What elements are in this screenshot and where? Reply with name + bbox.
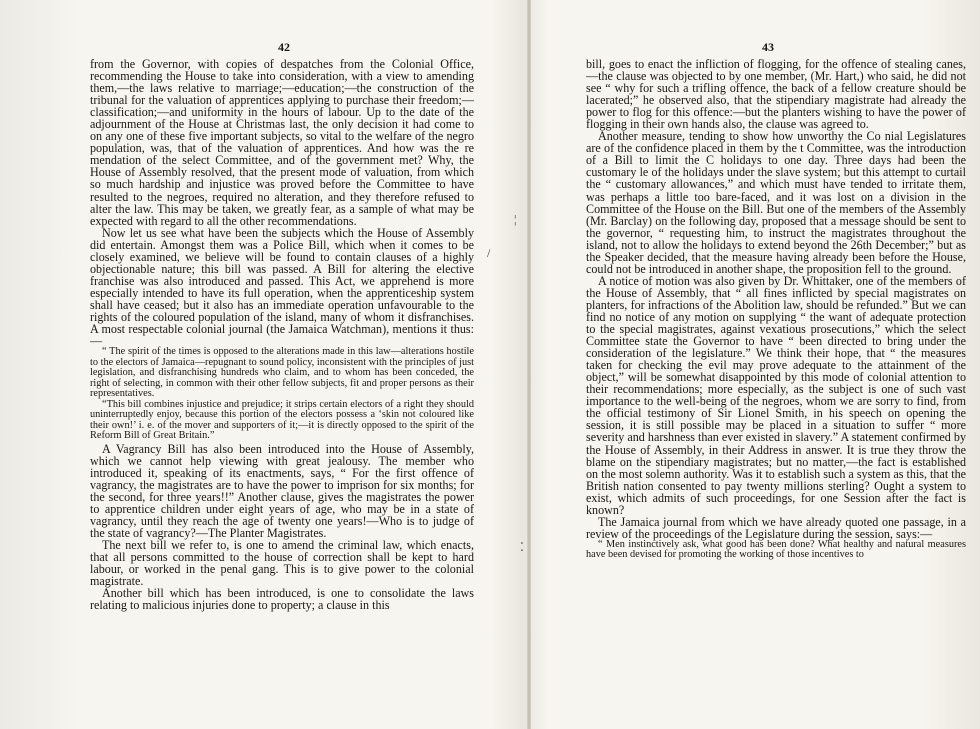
- margin-mark-3: ⁚: [520, 540, 524, 554]
- left-page-number: 42: [278, 40, 290, 54]
- block-quote: “This bill combines injustice and prejudice; it strips certain electors of a right they should uninterruptedly enjoy, because this portion of the electors possess a ‘skin not coloured like their own!’ i. e. of the mover and supporters of it;—it is directly opposed to the spirit of the Reform Bill of Great Britain.”: [90, 398, 474, 442]
- right-page-top-spacer: [586, 42, 966, 58]
- paragraph: Another bill which has been introduced, is one to consolidate the laws relating to malicious injuries done to property; a clause in this: [90, 586, 474, 613]
- right-page-number: 43: [762, 40, 774, 54]
- paragraph: Now let us see what have been the subjects which the House of Assembly did entertain. Amongst them was a Police Bill, which when it comes to be closely examined, we believe will be found to contain clauses of a highly objectionable nature; this bill was passed. A Bill for altering the elective franchise was also introduced and passed. This Act, we apprehend is more especially intended to have its full operation, when the apprenticeship system shall have ceased; but it also has an immediate operation unfavourable to the rights of the coloured population of the island, many of whom it disfranchises. A most respectable colonial journal (the Jamaica Watchman), mentions it thus:—: [90, 225, 474, 349]
- margin-mark-2: /: [487, 246, 491, 260]
- block-quote: “ The spirit of the times is opposed to the alterations made in this law—alterations hostile to the electors of Jamaica—repugnant to sound policy, inconsistent with the principles of just legislation, and disfranchising hundreds who claim, and to whom has been conceded, the right of selecting, in common with their other fellow subjects, fit and proper persons as their representatives.: [90, 346, 474, 400]
- paragraph: A notice of motion was also given by Dr. Whittaker, one of the members of the House of Assembly, that “ all fines inflicted by special magistrates on planters, for infractions of the Abolition law, should be refunded.” But we can find no notice of any motion on supplying “ the want of adequate protection to the special magistrates, against vexatious prosecutions,” which the select Committee state the Governor to have “ been directed to bring under the consideration of the legislature.” We think their hope, that “ the measures taken for checking the evil may prove adequate to the attainment of the object,” will be somewhat disappointed by this mode of colonial attention to their recommendations; more especially, as the subject is one of such vast importance to the well-being of the negroes, whom we are sorry to find, from the official testimony of Sir Lionel Smith, in his speech on opening the session, it is still possible may be placed in a situation to suffer “ more severity and harshness than ever existed in slavery.” A statement confirmed by the House of Assembly, in their Address in answer. It is true they throw the blame on the stipendiary magistrates; but no matter,—the fact is established on the most solemn authority. Was it to establish such a system as this, that the British nation consented to pay twenty millions sterling? Ought a system to exist, which admits of such proceedings, for one Session after the fact is known?: [586, 273, 966, 517]
- paragraph: Another measure, tending to show how unworthy the Co nial Legislatures are of the confidence placed in them by the t Committee, was the introduction of a Bill to limit the C holidays to one day. Three days had been the customary le of the holidays under the slave system; but this attempt to curtail the “ customary allowances,” and which must have tended to irritate them, was perhaps a little too bare-faced, and it was lost on a division in the Committee of the House on the Bill. But one of the members of the Assembly (Mr. Barclay) on the following day, proposed that a message should be sent to the governor, “ requesting him, to instruct the magistrates throughout the island, not to allow the holidays to extend beyond the 26th December;” but as the Speaker decided, that the measure having already been before the House, could not be introduced in another shape, the proposition fell to the ground.: [586, 129, 966, 276]
- paragraph: The Jamaica journal from which we have already quoted one passage, in a review of the proceedings of the Legislature during the session, says:—: [586, 514, 966, 541]
- right-page-text: [586, 42, 966, 722]
- book-gutter: [527, 0, 531, 729]
- right-page-body: [586, 58, 966, 561]
- left-page-body: [90, 58, 474, 611]
- paragraph: from the Governor, with copies of despatches from the Colonial Office, recommending the House to take into consideration, with a view to amending them,—the laws relative to marriage;—education;—the construction of the tribunal for the valuation of apprentices applying to purchase their freedom;—classification;—and uniformity in the hours of labour. Up to the date of the adjournment of the House at Christmas last, the only decision it had come to on any one of these five important subjects, so vital to the welfare of the negro population, was, that of the valuation of apprentices. And how was the re mendation of the select Committee, and of the government met? Why, the House of Assembly resolved, that the present mode of valuation, from which so much hardship and injustice was proved before the Committee to have resulted to the negroes, required no alteration, and they therefore refused to alter the law. This may be taken, we greatly fear, as a sample of what may be expected with regard to all the other recommendations.: [90, 57, 474, 228]
- paragraph: bill, goes to enact the infliction of flogging, for the offence of stealing canes,—the clause was objected to by one member, (Mr. Hart,) who said, he did not see “ why for such a trifling offence, the back of a fellow creature should be lacerated;” he observed also, that the stipendiary magistrate had already the power to flog for this offence:—but the planters wishing to have the power of flogging in their own hands also, the clause was agreed to.: [586, 57, 966, 132]
- paragraph: The next bill we refer to, is one to amend the criminal law, which enacts, that all persons committed to the house of correction shall be kept to hard labour, or worked in the penal gang. This is to give power to the colonial magistrate.: [90, 538, 474, 589]
- margin-mark-1: ¦: [514, 212, 517, 226]
- left-page-text: [90, 42, 474, 722]
- block-quote: “ Men instinctively ask, what good has been done? What healthy and natural measures have been devised for promoting the working of those incentives to: [586, 538, 966, 561]
- paragraph: A Vagrancy Bill has also been introduced into the House of Assembly, which we cannot help viewing with great jealousy. The member who introduced it, speaking of its enactments, says, “ For the first offence of vagrancy, the magistrates are to have the power to imprison for six months; for the second, for three years!!” Another clause, gives the magistrates the power to apprentice children under eight years of age, who may be in a state of vagrancy, until they reach the age of twenty one years!—Who is to judge of the state of vagrancy?—The Planter Magistrates.: [90, 441, 474, 540]
- left-page-top-spacer: [90, 42, 474, 58]
